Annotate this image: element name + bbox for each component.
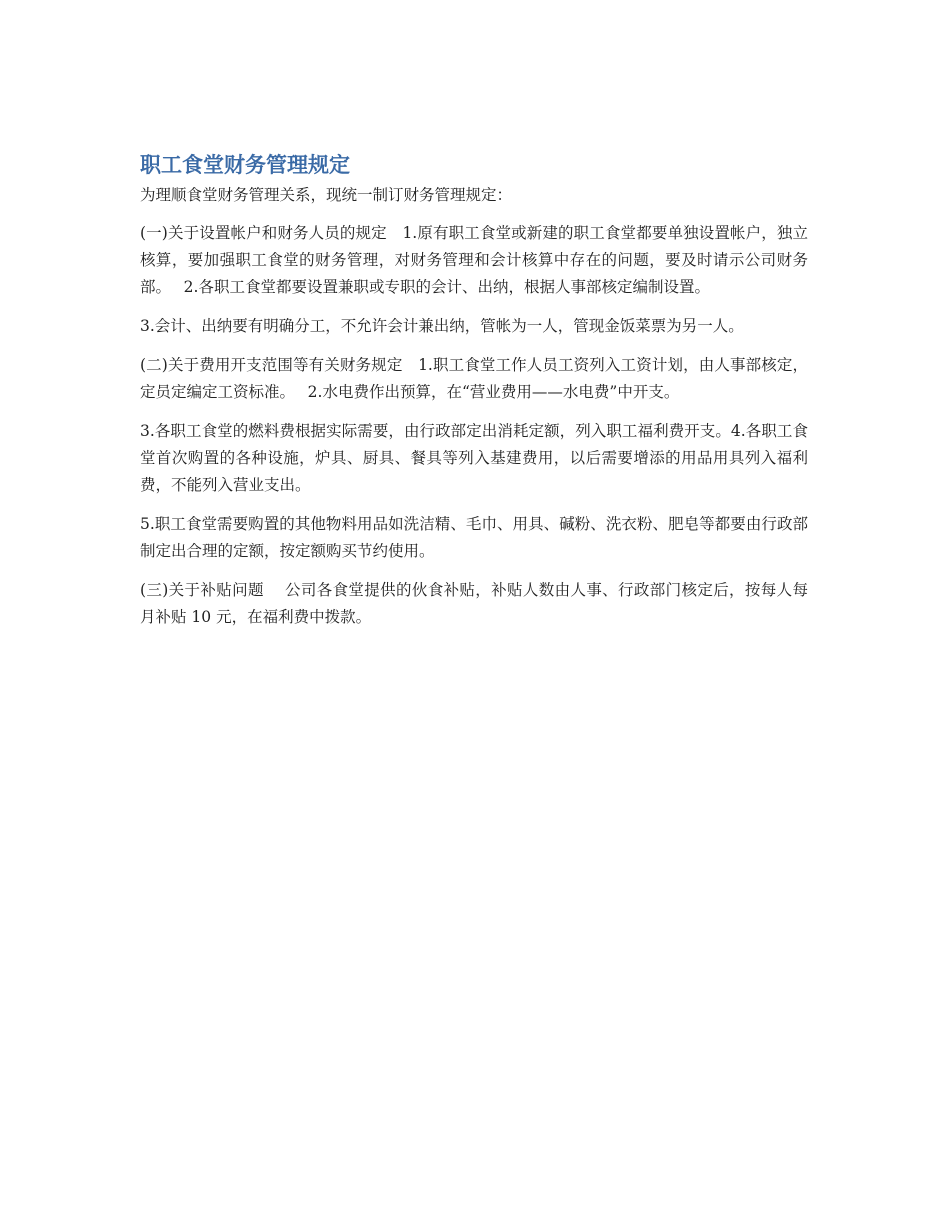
paragraph-section-3: (三)关于补贴问题 公司各食堂提供的伙食补贴，补贴人数由人事、行政部门核定后，按每人每月补贴 10 元，在福利费中拨款。 (140, 581, 808, 626)
paragraph-section-1: (一)关于设置帐户和财务人员的规定 1.原有职工食堂或新建的职工食堂都要单独设置帐户，独立核算，要加强职工食堂的财务管理，对财务管理和会计核算中存在的问题，要及时请示公司财务部。 2.各职工食堂都要设置兼职或专职的会计、出纳，根据人事部核定编制设置。 (140, 224, 808, 296)
paragraph-section-2-items-3-4: 3.各职工食堂的燃料费根据实际需要，由行政部定出消耗定额，列入职工福利费开支。4.各职工食堂首次购置的各种设施，炉具、厨具、餐具等列入基建费用，以后需要增添的用品用具列入福利费，不能列入营业支出。 (140, 422, 808, 494)
document-page (140, 150, 808, 643)
paragraph-section-2-item-5: 5.职工食堂需要购置的其他物料用品如洗洁精、毛巾、用具、碱粉、洗衣粉、肥皂等都要由行政部制定出合理的定额，按定额购买节约使用。 (140, 515, 808, 560)
paragraph-section-1-item-3: 3.会计、出纳要有明确分工，不允许会计兼出纳，管帐为一人，管现金饭菜票为另一人。 (140, 317, 744, 335)
document-title: 职工食堂财务管理规定 (140, 153, 350, 177)
paragraph-section-2: (二)关于费用开支范围等有关财务规定 1.职工食堂工作人员工资列入工资计划，由人事部核定，定员定编定工资标准。 2.水电费作出预算，在“营业费用——水电费”中开支。 (140, 356, 808, 401)
intro-paragraph: 为理顺食堂财务管理关系，现统一制订财务管理规定： (140, 186, 513, 204)
